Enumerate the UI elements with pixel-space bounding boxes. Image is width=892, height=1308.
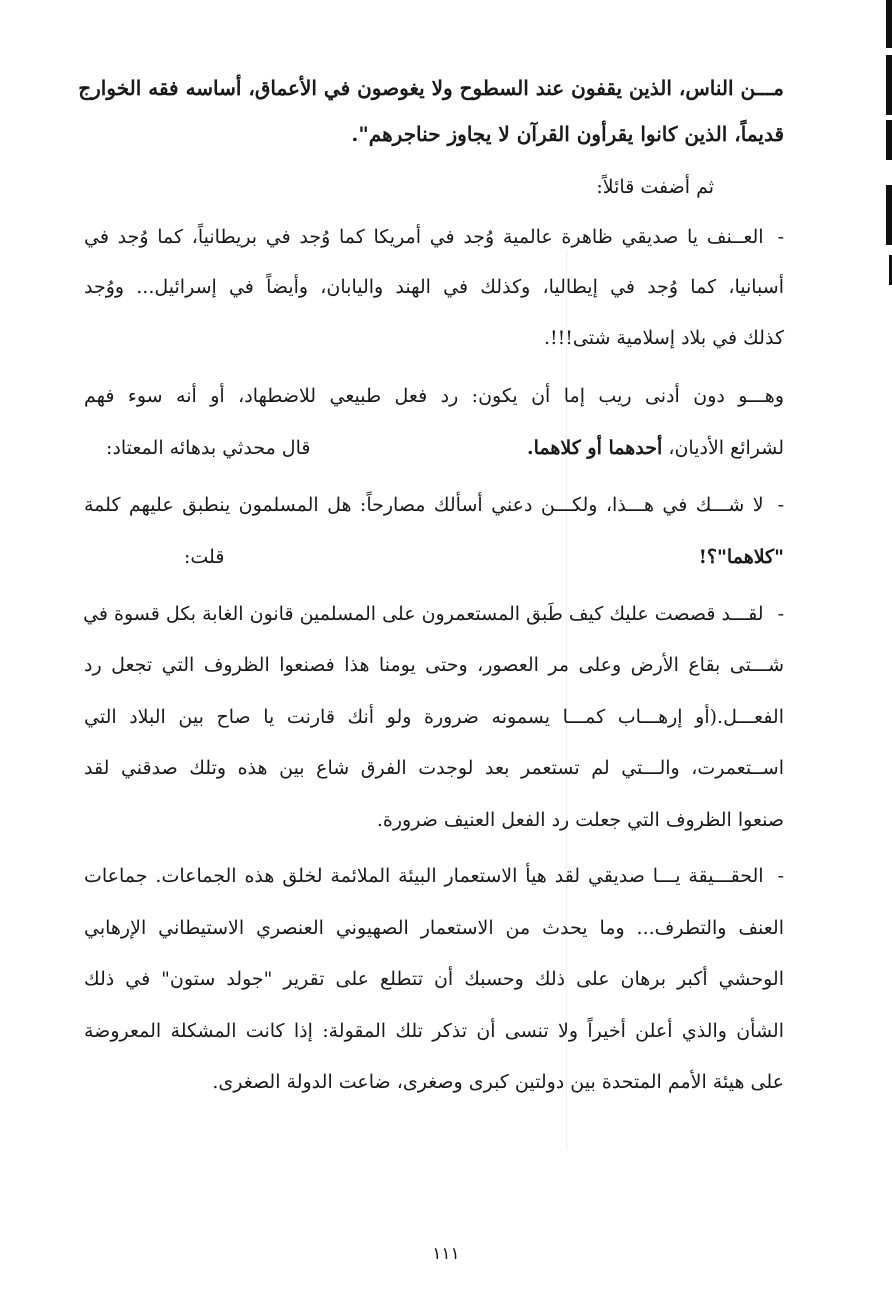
speaker-note: قال محدثي بدهائه المعتاد:	[106, 437, 311, 459]
paragraph-line: اســتعمرت، والـــتي لم تستعمر بعد لوجدت الفرق شاع بين هذه وتلك صدقني لقد	[84, 757, 784, 779]
dialogue-text: العــنف يا صديقي ظاهرة عالمية وُجد في أمريكا كما وُجد في بريطانياً، كما وُجد في	[84, 226, 764, 248]
page-number: ١١١	[432, 1244, 460, 1264]
dialogue-line	[84, 228, 784, 247]
dialogue-dash: -	[777, 494, 784, 516]
paragraph-line: وهـــو دون أدنى ريب إما أن يكون: رد فعل طبيعي للاضطهاد، أو أنه سوء فهم	[84, 385, 784, 407]
dialogue-dash: -	[777, 865, 784, 887]
dialogue-line	[84, 496, 784, 515]
dialogue-text: الحقـــيقة يـــا صديقي لقد هيأ الاستعمار البيئة الملائمة لخلق هذه الجماعات. جماعات	[84, 865, 764, 887]
scan-edge-mark	[886, 185, 892, 245]
bold-phrase: أحدهما أو كلاهما.	[527, 437, 663, 459]
paragraph-line	[84, 548, 784, 572]
bold-phrase: "كلاهما"؟!	[698, 546, 784, 568]
paragraph-line: أسبانيا، كما وُجد في إيطاليا، وكذلك في الهند واليابان، وأيضاً في إسرائيل... ووُجد	[84, 276, 784, 298]
dialogue-line	[84, 605, 784, 624]
scan-edge-mark	[886, 55, 892, 115]
paragraph-line: الفعـــل.(أو إرهـــاب كمـــا يسمونه ضرورة ولو أنك قارنت يا صاح بين البلاد التي	[84, 706, 784, 728]
speaker-note: قلت:	[184, 546, 225, 568]
scan-edge-mark	[886, 120, 892, 160]
paragraph-line: الشأن والذي أعلن أخيراً ولا تنسى أن تذكر تلك المقولة: إذا كانت المشكلة المعروضة	[84, 1020, 784, 1042]
paragraph-line	[84, 439, 784, 463]
paragraph-line: صنعوا الظروف التي جعلت رد الفعل العنيف ضرورة.	[376, 809, 784, 831]
paragraph-line: شـــتى بقاع الأرض وعلى مر العصور، وحتى يومنا هذا فصنعوا الظروف التي تجعل رد	[84, 654, 784, 676]
paragraph-line: كذلك في بلاد إسلامية شتى!!!.	[543, 327, 784, 349]
dialogue-dash: -	[777, 226, 784, 248]
dialogue-text: لقـــد قصصت عليك كيف طَبق المستعمرون على المسلمين قانون الغابة بكل قسوة في	[83, 603, 764, 625]
scan-edge-mark	[886, 0, 892, 48]
dialogue-dash: -	[777, 603, 784, 625]
paragraph-text: لشرائع الأديان،	[662, 437, 784, 459]
paragraph-line: مـــن الناس، الذين يقفون عند السطوح ولا يغوصون في الأعماق، أساسه فقه الخوارج	[78, 76, 784, 100]
dialogue-line	[84, 867, 784, 886]
paragraph-line: قديماً، الذين كانوا يقرأون القرآن لا يجاوز حناجرهم".	[351, 122, 784, 146]
paragraph-line: العنف والتطرف... وما يحدث من الاستعمار الصهيوني العنصري الاستيطاني الإرهابي	[84, 917, 784, 939]
paragraph-line: الوحشي أكبر برهان على ذلك وحسبك أن تتطلع على تقرير "جولد ستون" في ذلك	[84, 968, 784, 990]
paragraph-line: على هيئة الأمم المتحدة بين دولتين كبرى وصغرى، ضاعت الدولة الصغرى.	[212, 1071, 784, 1093]
paragraph-line: ثم أضفت قائلاً:	[596, 176, 714, 198]
dialogue-text: لا شـــك في هـــذا، ولكـــن دعني أسألك مصارحاً: هل المسلمون ينطبق عليهم كلمة	[84, 494, 764, 516]
